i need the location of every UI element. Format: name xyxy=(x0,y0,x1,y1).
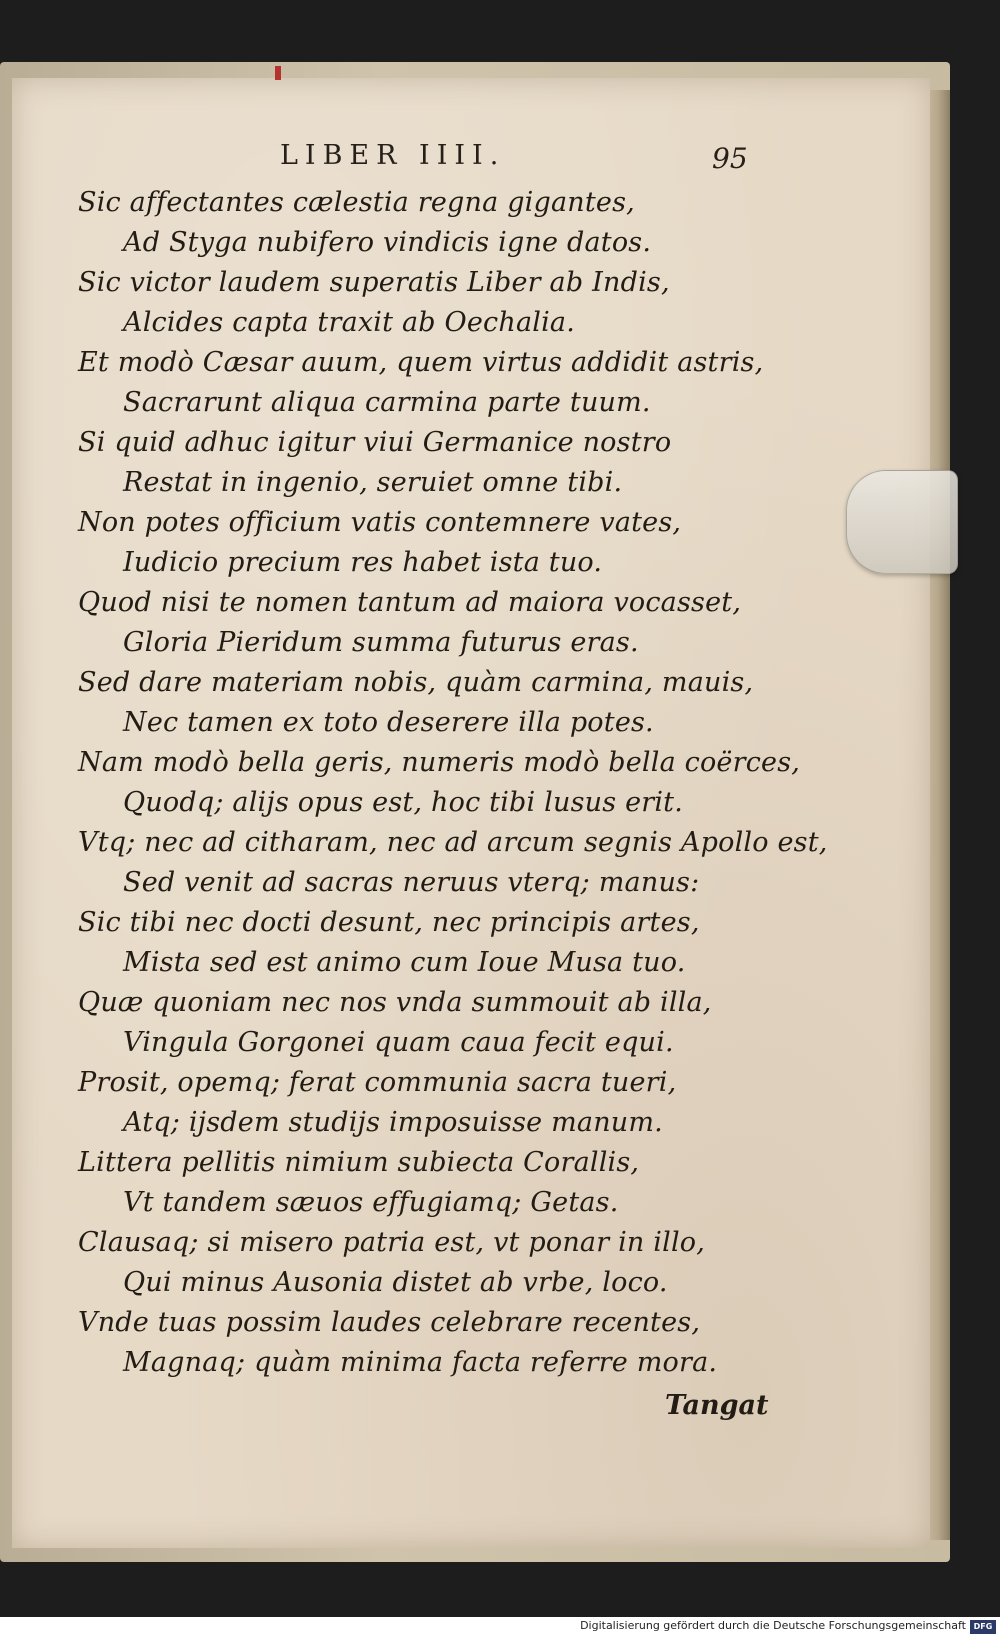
verse-line: Qui minus Ausonia distet ab vrbe, loco. xyxy=(123,1267,668,1298)
verse-line: Si quid adhuc igitur viui Germanice nostro xyxy=(78,427,672,458)
dfg-logo-icon: DFG xyxy=(970,1620,996,1634)
verse-line: Et modò Cæsar auum, quem virtus addidit astris, xyxy=(78,347,764,378)
verse-line: Iudicio precium res habet ista tuo. xyxy=(123,547,603,578)
verse-line: Vtq; nec ad citharam, nec ad arcum segnis Apollo est, xyxy=(78,827,828,858)
verse-line: Gloria Pieridum summa futurus eras. xyxy=(123,627,639,658)
verse-line: Atq; ijsdem studijs imposuisse manum. xyxy=(123,1107,663,1138)
verse-line: Sic tibi nec docti desunt, nec principis artes, xyxy=(78,907,700,938)
page-clip xyxy=(846,470,958,574)
verse-line: Vingula Gorgonei quam caua fecit equi. xyxy=(123,1027,674,1058)
verse-line: Sic affectantes cælestia regna gigantes, xyxy=(78,187,635,218)
verse-line: Sic victor laudem superatis Liber ab Indis, xyxy=(78,267,670,298)
verse-line: Nec tamen ex toto deserere illa potes. xyxy=(123,707,654,738)
catchword: Tangat xyxy=(665,1390,769,1421)
verse-line: Mista sed est animo cum Ioue Musa tuo. xyxy=(123,947,686,978)
verse-line: Alcides capta traxit ab Oechalia. xyxy=(123,307,576,338)
verse-line: Quæ quoniam nec nos vnda summouit ab illa, xyxy=(78,987,712,1018)
verse-line: Ad Styga nubifero vindicis igne datos. xyxy=(123,227,652,258)
verse-line: Quod nisi te nomen tantum ad maiora vocasset, xyxy=(78,587,742,618)
verse-line: Restat in ingenio, seruiet omne tibi. xyxy=(123,467,623,498)
verse-block xyxy=(78,183,828,1383)
verse-line: Nam modò bella geris, numeris modò bella coërces, xyxy=(78,747,801,778)
digitization-credit: Digitalisierung gefördert durch die Deutsche Forschungsgemeinschaft xyxy=(580,1619,966,1632)
page-number: 95 xyxy=(712,142,748,175)
red-ribbon-mark xyxy=(275,66,281,80)
verse-line: Vnde tuas possim laudes celebrare recentes, xyxy=(78,1307,701,1338)
verse-line: Sacrarunt aliqua carmina parte tuum. xyxy=(123,387,651,418)
verse-line: Quodq; alijs opus est, hoc tibi lusus erit. xyxy=(123,787,684,818)
verse-line: Vt tandem sæuos effugiamq; Getas. xyxy=(123,1187,619,1218)
verse-line: Non potes officium vatis contemnere vates, xyxy=(78,507,682,538)
verse-line: Sed dare materiam nobis, quàm carmina, mauis, xyxy=(78,667,754,698)
verse-line: Clausaq; si misero patria est, vt ponar in illo, xyxy=(78,1227,706,1258)
verse-line: Littera pellitis nimium subiecta Corallis, xyxy=(78,1147,640,1178)
running-title: LIBER IIII. xyxy=(280,140,506,171)
verse-line: Prosit, opemq; ferat communia sacra tueri, xyxy=(78,1067,677,1098)
verse-line: Magnaq; quàm minima facta referre mora. xyxy=(123,1347,718,1378)
verse-line: Sed venit ad sacras neruus vterq; manus: xyxy=(123,867,700,898)
